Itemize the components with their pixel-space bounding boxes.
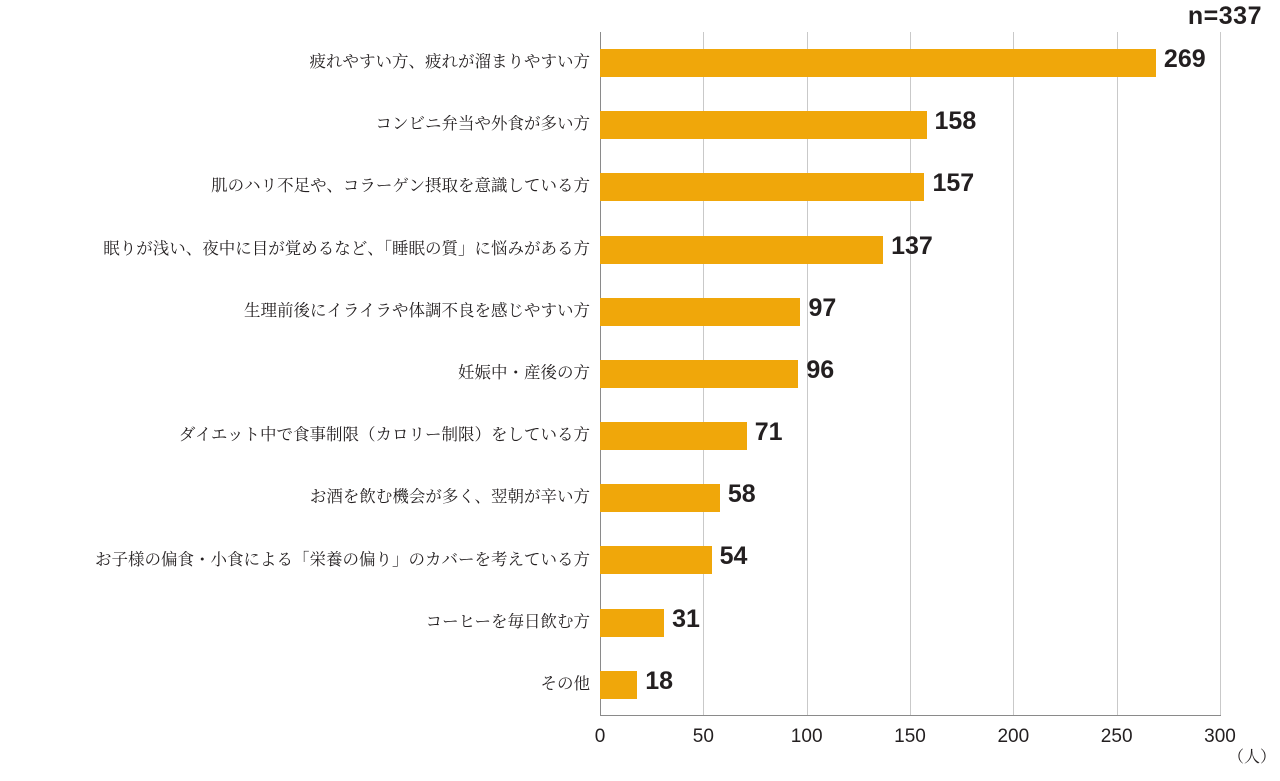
bar-row	[600, 343, 1220, 405]
bar-value-label: 71	[754, 418, 783, 447]
x-tick-label: 100	[790, 726, 823, 747]
bar	[600, 671, 637, 699]
bar-value-label: 58	[727, 480, 756, 509]
x-tick-label: 250	[1100, 726, 1133, 747]
bar	[600, 111, 927, 139]
gridline-300	[1220, 32, 1221, 716]
bar-value-label: 158	[934, 107, 977, 136]
bar-value-label: 97	[808, 293, 837, 322]
bar-value-label: 137	[891, 231, 933, 260]
bar-row	[600, 281, 1220, 343]
x-tick-label: 150	[894, 726, 926, 747]
bar-row	[600, 94, 1220, 156]
bar	[600, 298, 800, 326]
category-label: 生理前後にイライラや体調不良を感じやすい方	[243, 301, 590, 320]
sample-size-annotation: n=337	[1187, 2, 1262, 30]
bar-value-label: 18	[645, 666, 673, 695]
category-label: コーヒーを毎日飲む方	[425, 612, 590, 631]
x-axis-line	[600, 715, 1221, 716]
bar	[600, 422, 747, 450]
bar-row	[600, 592, 1220, 654]
bar-value-label: 31	[672, 604, 700, 633]
x-tick-label: 0	[594, 726, 606, 747]
bar	[600, 360, 798, 388]
bar-row	[600, 156, 1220, 218]
bar-row	[600, 405, 1220, 467]
category-label: 妊娠中・産後の方	[458, 364, 590, 382]
bar-value-label: 269	[1163, 45, 1206, 73]
category-label: お子様の偏食・小食による「栄養の偏り」のカバーを考えている方	[95, 550, 590, 569]
bar	[600, 173, 924, 201]
x-axis-unit-label: （人）	[1228, 749, 1277, 766]
bar	[600, 484, 720, 512]
category-label: お酒を飲む機会が多く、翌朝が辛い方	[309, 488, 590, 507]
x-tick-label: 300	[1204, 726, 1236, 747]
category-label: その他	[540, 674, 590, 693]
bar	[600, 546, 712, 574]
bar-row	[600, 654, 1220, 716]
bar	[600, 49, 1156, 77]
bar-value-label: 54	[719, 542, 748, 571]
bar-value-label: 96	[806, 355, 835, 384]
category-label: 眠りが浅い、夜中に目が覚めるなど、「睡眠の質」に悩みがある方	[103, 239, 590, 258]
bar-value-label: 157	[932, 169, 975, 198]
bar-row	[600, 529, 1220, 591]
x-tick-label: 50	[692, 726, 714, 747]
bar	[600, 609, 664, 637]
category-label: ダイエット中で食事制限（カロリー制限）をしている方	[178, 426, 590, 445]
bar-row	[600, 32, 1220, 94]
bar-row	[600, 219, 1220, 281]
x-tick-label: 200	[997, 726, 1030, 747]
plot-area	[600, 32, 1220, 716]
category-label: 疲れやすい方、疲れが溜まりやすい方	[309, 53, 590, 72]
category-label: 肌のハリ不足や、コラーゲン摂取を意識している方	[211, 177, 590, 196]
category-label: コンビニ弁当や外食が多い方	[375, 115, 590, 134]
bar-row	[600, 467, 1220, 529]
bar	[600, 236, 883, 264]
